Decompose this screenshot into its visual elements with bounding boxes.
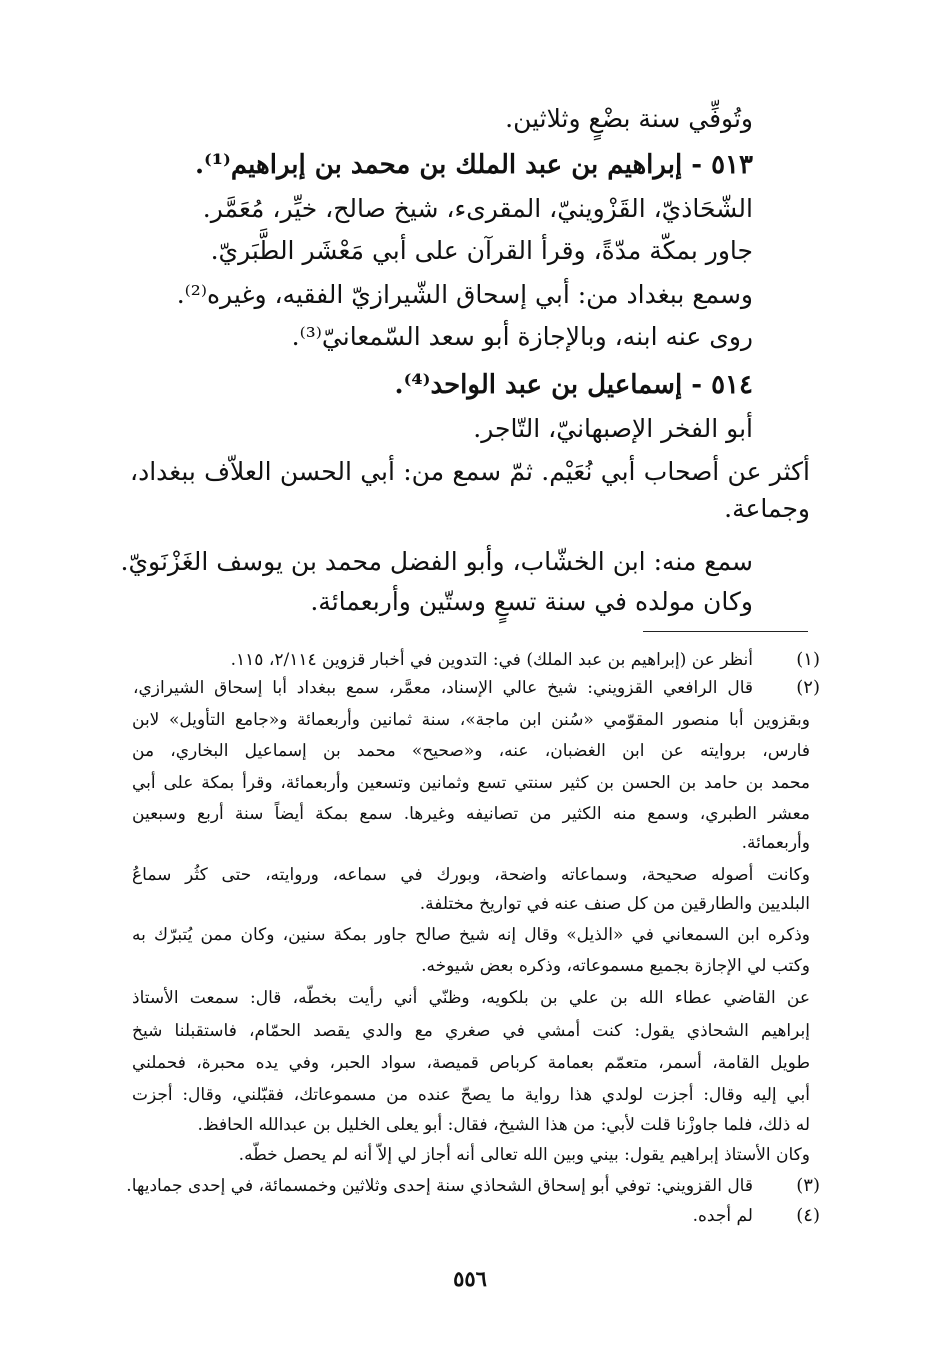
body-line: وسمع ببغداد من: أبي إسحاق الشّيرازيّ الفقيه، وغيره⁽²⁾. (176, 280, 753, 309)
footnote-line: قال الرافعي القزويني: شيخ عالي الإسناد، معمَّر، سمع ببغداد أبا إسحاق الشيرازي، (133, 678, 753, 698)
body-line: وتُوفِّي سنة بضْعٍ وثلاثين. (505, 104, 753, 133)
body-line: روى عنه ابنه، وبالإجازة أبو سعد السّمعانيّ⁽³⁾. (291, 322, 753, 351)
body-line: جاور بمكّة مدّةً، وقرأ القرآن على أبي مَعْشَر الطَّبَريّ. (210, 236, 753, 265)
body-line: وكان مولده في سنة تسعٍ وستّين وأربعمائة. (310, 587, 753, 616)
footnote-line: وكان الأستاذ إبراهيم يقول: بيني وبين الله تعالى أنه أجاز لي إلاّ أنه لم يحصل خطّه. (238, 1145, 810, 1165)
footnote-number: (٢) (796, 677, 820, 698)
footnote-line: عن القاضي عطاء الله بن علي بن بلكويه، وظنّي أني رأيت بخطّه، قال: سمعت الأستاذ (132, 988, 810, 1008)
footnote-line: وبقزوين أبا منصور المقوّمي «سُنن ابن ماجة»، سنة ثمانين وأربعمائة و«جامع التأويل» لابن (132, 710, 810, 730)
footnote-line: وكتب لي الإجازة بجميع مسموعاته، وذكره بعض شيوخه. (421, 956, 810, 976)
entry-heading-514: ٥١٤ - إسماعيل بن عبد الواحد⁽⁴⁾. (394, 370, 753, 400)
footnote-line: معشر الطبري، وسمع منه الكثير من تصانيفه وغيرها. سمع بمكة أيضاً سنة أربع وسبعين (132, 804, 810, 824)
footnote-number: (٣) (796, 1175, 820, 1196)
body-line: الشّحَاذيّ، القَزْوينيّ، المقرىء، شيخ صالح، خيِّر، مُعَمَّر. (202, 194, 753, 223)
entry-heading-513: ٥١٣ - إبراهيم بن عبد الملك بن محمد بن إبراهيم⁽¹⁾. (194, 150, 753, 180)
footnote-text: لم أجده. (692, 1206, 753, 1226)
footnote-line: وكانت أصوله صحيحة، وسماعاته واضحة، وبورك في سماعه، وروايته، حتى كثُر سماعُ (132, 865, 810, 885)
footnote-text: قال القزويني: توفي أبو إسحاق الشحاذي سنة إحدى وثلاثين وخمسمائة، في إحدى جماديها. (126, 1176, 753, 1196)
footnote-line: وأربعمائة. (741, 833, 810, 853)
body-line: أبو الفخر الإصبهانيّ، التّاجر. (473, 414, 753, 443)
footnote-line: وذكره ابن السمعاني في «الذيل» وقال إنه شيخ صالح جاور بمكة سنين، وكان ممن يُتبرّك به (132, 925, 810, 945)
footnote-line: أبي إليه وقال: أجزت لولدي هذا رواية ما يصحّ عنده من مسموعاتك، فقبّلني، وقال: أجزت (132, 1085, 810, 1105)
body-line: أكثر عن أصحاب أبي نُعَيْم. ثمّ سمع من: أبي الحسن العلاّف ببغداد، (130, 457, 810, 486)
footnote-line: محمد بن حامد بن الحسن بن كثير سنتي تسع وثمانين وتسعين وأربعمائة، وقرأ بمكة على أبي (132, 773, 810, 793)
footnote-line: له ذلك، فلما جاوزْنا قلت لأبي: من هذا الشيخ، فقال: أبو يعلى الخليل بن عبدالله الحافظ. (197, 1115, 810, 1135)
body-line: سمع منه: ابن الخشّاب، وأبو الفضل محمد بن يوسف الغَزْنَويّ. (120, 547, 753, 576)
footnote-number: (٤) (796, 1205, 820, 1226)
footnote-number: (١) (796, 649, 820, 670)
footnote-rule (643, 631, 808, 632)
footnote-line: البلديين والطارقين من كل صنف عنه في تواريخ مختلفة. (419, 894, 810, 914)
page-number: ٥٥٦ (453, 1266, 487, 1291)
footnote-line: فارس، بروايته عن ابن الغضبان، عنه، و«صحيح» محمد بن إسماعيل البخاري، من (132, 741, 810, 761)
footnote-text: أنظر عن (إبراهيم بن عبد الملك) في: التدوين في أخبار قزوين ٢/١١٤، ١١٥. (230, 650, 753, 670)
footnote-line: إبراهيم الشحاذي يقول: كنت أمشي في صغري مع والدي يقصد الحمّام، فاستقبلنا شيخ (132, 1021, 810, 1041)
footnote-line: طويل القامة، أسمر، متعمّم بعمامة كرباص قميصة، سواد الحبر، وفي يده محبرة، فحملني (132, 1053, 810, 1073)
body-line: وجماعة. (724, 494, 810, 523)
